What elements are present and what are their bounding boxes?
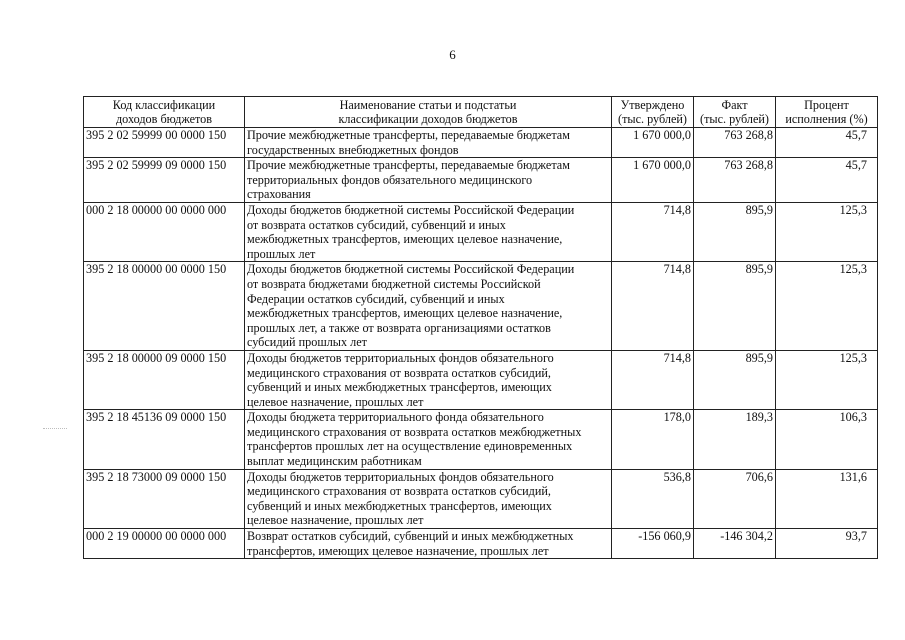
percent-cell: 45,7 <box>776 158 878 203</box>
percent-cell: 45,7 <box>776 128 878 158</box>
header-actual <box>694 97 776 128</box>
header-code-line: Код классификации <box>112 98 216 112</box>
name-line: трансфертов, имеющих целевое назначение, прошлых лет <box>247 543 549 558</box>
header-code-line: доходов бюджетов <box>115 112 213 126</box>
header-percent-line: исполнения (%) <box>785 112 868 126</box>
name-line: медицинского страхования от возврата остатков межбюджетных <box>247 424 582 439</box>
name-cell <box>245 410 612 469</box>
actual-cell: 895,9 <box>694 262 776 351</box>
header-actual-line: Факт <box>721 98 748 112</box>
name-line: Доходы бюджетов бюджетной системы Российской Федерации <box>247 202 575 217</box>
approved-cell: 1 670 000,0 <box>612 128 694 158</box>
header-name <box>245 97 612 128</box>
percent-cell: 125,3 <box>776 350 878 409</box>
table-row <box>84 158 878 203</box>
header-approved-line: (тыс. рублей) <box>618 112 687 126</box>
name-line: прошлых лет <box>247 246 316 261</box>
code-cell: 000 2 19 00000 00 0000 000 <box>84 529 245 559</box>
code-cell: 395 2 18 00000 09 0000 150 <box>84 350 245 409</box>
actual-cell: 763 268,8 <box>694 128 776 158</box>
code-cell: 395 2 18 73000 09 0000 150 <box>84 469 245 528</box>
name-line: Прочие межбюджетные трансферты, передаваемые бюджетам <box>247 128 570 142</box>
name-line: целевое назначение, прошлых лет <box>247 394 424 409</box>
name-line: Доходы бюджетов территориальных фондов обязательного <box>247 469 554 484</box>
percent-cell: 125,3 <box>776 262 878 351</box>
header-name-line: классификации доходов бюджетов <box>338 112 518 126</box>
approved-cell: 714,8 <box>612 350 694 409</box>
name-line: страхования <box>247 187 311 202</box>
page-number: 6 <box>449 47 456 62</box>
approved-cell: 714,8 <box>612 262 694 351</box>
table-row <box>84 202 878 261</box>
name-line: субвенций и иных межбюджетных трансфертов, имеющих <box>247 380 552 395</box>
table-row <box>84 469 878 528</box>
budget-revenue-table <box>83 96 878 559</box>
approved-cell: 1 670 000,0 <box>612 158 694 203</box>
name-line: Доходы бюджетов территориальных фондов обязательного <box>247 350 554 365</box>
header-approved <box>612 97 694 128</box>
name-line: выплат медицинским работникам <box>247 454 422 469</box>
actual-cell: 189,3 <box>694 410 776 469</box>
table-row <box>84 350 878 409</box>
table-header-row <box>84 97 878 128</box>
table-row <box>84 410 878 469</box>
table-row <box>84 262 878 351</box>
header-code <box>84 97 245 128</box>
percent-cell: 106,3 <box>776 410 878 469</box>
code-cell: 000 2 18 00000 00 0000 000 <box>84 202 245 261</box>
name-line: Прочие межбюджетные трансферты, передаваемые бюджетам <box>247 158 570 173</box>
name-line: Доходы бюджета территориального фонда обязательного <box>247 410 544 425</box>
name-line: целевое назначение, прошлых лет <box>247 513 424 528</box>
name-cell <box>245 128 612 158</box>
actual-cell: 763 268,8 <box>694 158 776 203</box>
name-line: Доходы бюджетов бюджетной системы Российской Федерации <box>247 262 575 277</box>
approved-cell: -156 060,9 <box>612 529 694 559</box>
name-cell <box>245 350 612 409</box>
name-line: Федерации остатков субсидий, субвенций и иных <box>247 291 505 306</box>
name-cell <box>245 529 612 559</box>
name-line: прошлых лет, а также от возврата организациями остатков <box>247 320 551 335</box>
header-name-line: Наименование статьи и подстатьи <box>339 98 517 112</box>
table-row <box>84 529 878 559</box>
name-cell <box>245 469 612 528</box>
actual-cell: -146 304,2 <box>694 529 776 559</box>
table-row <box>84 128 878 158</box>
actual-cell: 895,9 <box>694 202 776 261</box>
name-line: медицинского страхования от возврата остатков субсидий, <box>247 365 551 380</box>
name-line: межбюджетных трансфертов, имеющих целевое назначение, <box>247 232 563 247</box>
scan-artifact <box>43 428 67 429</box>
code-cell: 395 2 18 45136 09 0000 150 <box>84 410 245 469</box>
actual-cell: 895,9 <box>694 350 776 409</box>
approved-cell: 536,8 <box>612 469 694 528</box>
name-cell <box>245 262 612 351</box>
approved-cell: 714,8 <box>612 202 694 261</box>
header-percent-line: Процент <box>804 98 849 112</box>
name-line: от возврата бюджетами бюджетной системы Российской <box>247 276 541 291</box>
name-line: субвенций и иных межбюджетных трансфертов, имеющих <box>247 498 552 513</box>
name-line: медицинского страхования от возврата остатков субсидий, <box>247 484 551 499</box>
code-cell: 395 2 02 59999 00 0000 150 <box>84 128 245 158</box>
name-cell <box>245 202 612 261</box>
header-actual-line: (тыс. рублей) <box>700 112 769 126</box>
code-cell: 395 2 18 00000 00 0000 150 <box>84 262 245 351</box>
name-line: трансфертов прошлых лет на осуществление единовременных <box>247 439 573 454</box>
actual-cell: 706,6 <box>694 469 776 528</box>
name-line: территориальных фондов обязательного медицинского <box>247 172 533 187</box>
percent-cell: 93,7 <box>776 529 878 559</box>
name-line: государственных внебюджетных фондов <box>247 142 459 157</box>
name-line: межбюджетных трансфертов, имеющих целевое назначение, <box>247 306 563 321</box>
name-line: субсидий прошлых лет <box>247 335 367 350</box>
name-line: от возврата остатков субсидий, субвенций и иных <box>247 217 506 232</box>
percent-cell: 131,6 <box>776 469 878 528</box>
approved-cell: 178,0 <box>612 410 694 469</box>
header-approved-line: Утверждено <box>620 98 685 112</box>
percent-cell: 125,3 <box>776 202 878 261</box>
code-cell: 395 2 02 59999 09 0000 150 <box>84 158 245 203</box>
name-cell <box>245 158 612 203</box>
name-line: Возврат остатков субсидий, субвенций и иных межбюджетных <box>247 529 574 544</box>
header-percent <box>776 97 878 128</box>
